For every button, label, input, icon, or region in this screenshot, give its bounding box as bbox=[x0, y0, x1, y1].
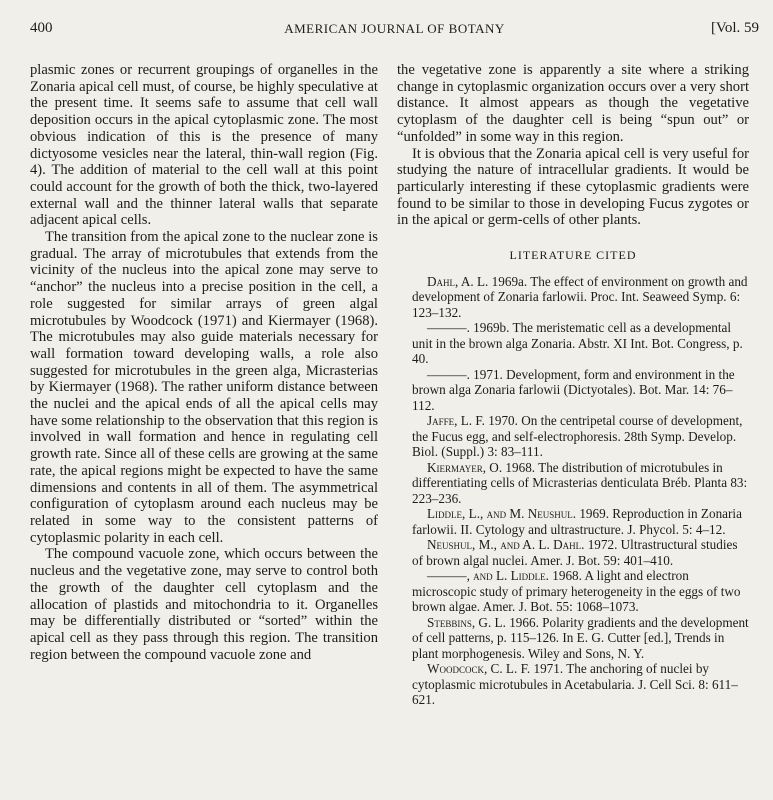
reference-text: 1970. On the centripetal course of development, the Fucus egg, and self-electrophoresis. 28th Symp. Develop. Biol. (Suppl.) 3: 83–111. bbox=[412, 413, 743, 460]
reference-text: 1968. A light and electron microscopic study of primary heterogeneity in the eggs of two brown algae. Amer. J. Bot. 55: 1068–1073. bbox=[412, 568, 741, 615]
reference-text: 1971. Development, form and environment in the brown alga Zonaria farlowii (Dictyotales). Bot. Mar. 14: 76–112. bbox=[412, 366, 735, 413]
reference-author: Neushul, M., and A. L. Dahl. bbox=[427, 537, 585, 553]
reference-item bbox=[397, 661, 749, 708]
reference-text: 1966. Polarity gradients and the development of cell patterns, p. 115–126. In E. G. Cutter [ed.], Trends in plant morphogenesis. Wiley and Sons, N. Y. bbox=[412, 614, 749, 661]
reference-author: Liddle, L., and M. Neushul. bbox=[427, 506, 577, 522]
reference-author: ———, and L. Liddle. bbox=[427, 568, 549, 584]
journal-title: AMERICAN JOURNAL OF BOTANY bbox=[284, 21, 505, 36]
reference-text: 1972. Ultrastructural studies of brown algal nuclei. Amer. J. Bot. 59: 401–410. bbox=[412, 537, 738, 568]
volume-number: [Vol. 59 bbox=[710, 20, 759, 36]
reference-author: Stebbins, G. L. bbox=[427, 614, 506, 630]
reference-author: Jaffe, L. F. bbox=[427, 413, 485, 429]
reference-text: 1969a. The effect of environment on growth and development of Zonaria farlowii. Proc. Int. Seaweed Symp. 6: 123–132. bbox=[412, 273, 748, 320]
reference-item bbox=[397, 274, 749, 321]
paragraph: The compound vacuole zone, which occurs between the nucleus and the vegetative zone, may serve to control both the growth of the daughter cell cytoplasm and the allocation of plastids and mitochondria to it. Organelles may be differentially distributed or “sorted” within the apical cell as they pass through this region. The transition region between the compound vacuole zone and bbox=[30, 546, 378, 663]
page-number: 400 bbox=[30, 20, 53, 36]
reference-item bbox=[397, 615, 749, 662]
reference-author: Woodcock, C. L. F. bbox=[427, 661, 531, 677]
paragraph: It is obvious that the Zonaria apical cell is very useful for studying the nature of intracellular gradients. It would be particularly interesting if these cytoplasmic gradients were found to be similar to those in developing Fucus zygotes or in the apical or germ-cells of other plants. bbox=[397, 145, 749, 229]
reference-item bbox=[397, 568, 749, 615]
reference-text: 1968. The distribution of microtubules in differentiating cells of Micrasterias denticulata Bréb. Planta 83: 223–236. bbox=[412, 459, 748, 506]
reference-list bbox=[397, 274, 749, 708]
reference-text: 1969b. The meristematic cell as a developmental unit in the brown alga Zonaria. Abstr. XI Int. Bot. Congress, p. 40. bbox=[412, 320, 743, 367]
reference-item bbox=[397, 537, 749, 568]
paragraph: The transition from the apical zone to the nuclear zone is gradual. The array of microtubules that extends from the vicinity of the nucleus into the apical zone may serve to “anchor” the nucleus into a precise position in the cell, a role suggested for similar arrays of green algal microtubules by Woodcock (1971) and Kiermayer (1968). The microtubules may also guide materials necessary for wall formation toward developing walls, a role also suggested for microtubules in the green alga, Micrasterias by Kiermayer (1968). The rather uniform distance between the nuclei and the apical ends of all the apical cells may have some relationship to the observation that this region is involved in wall formation and hence in regulating cell growth rate. Since all of these cells are growing at the same rate, the apical regions might be expected to have the same dimensions and contents in all of them. The asymmetrical configuration of cytoplasm around each nucleus may be related in some way to the consistent patterns of cytoplasmic polarity in each cell. bbox=[30, 229, 378, 546]
paragraph: plasmic zones or recurrent groupings of organelles in the Zonaria apical cell must, of course, be highly speculative at the present time. It seems safe to assume that cell wall deposition occurs in the apical cytoplasmic zone. The most obvious indication of this is the presence of many dictyosome vesicles near the lateral, thin-wall region (Fig. 4). The addition of material to the cell wall at this point could account for the growth of both the thick, two-layered external wall and the thinner lateral walls that separate adjacent apical cells. bbox=[30, 62, 378, 229]
reference-author: ———. bbox=[427, 366, 470, 382]
reference-author: Kiermayer, O. bbox=[427, 459, 503, 475]
reference-item bbox=[397, 506, 749, 537]
paragraph: the vegetative zone is apparently a site where a striking change in cytoplasmic organization occurs over a very short distance. It almost appears as though the vegetative cytoplasm of the daughter cell is being “spun out” or “unfolded” in some way in this region. bbox=[397, 62, 749, 145]
reference-item bbox=[397, 367, 749, 414]
literature-cited-heading: LITERATURE CITED bbox=[509, 248, 637, 263]
reference-author: ———. bbox=[427, 320, 470, 336]
reference-item bbox=[397, 413, 749, 460]
reference-text: 1969. Reproduction in Zonaria farlowii. II. Cytology and ultrastructure. J. Phycol. 5: 4–12. bbox=[412, 506, 742, 537]
reference-item bbox=[397, 320, 749, 367]
page-header bbox=[30, 20, 759, 40]
reference-author: Dahl, A. L. bbox=[427, 273, 489, 289]
right-column bbox=[397, 62, 749, 708]
reference-text: 1971. The anchoring of nuclei by cytoplasmic microtubules in Acetabularia. J. Cell Sci. 8: 611–621. bbox=[412, 661, 738, 708]
left-column bbox=[30, 62, 378, 663]
reference-item bbox=[397, 460, 749, 507]
